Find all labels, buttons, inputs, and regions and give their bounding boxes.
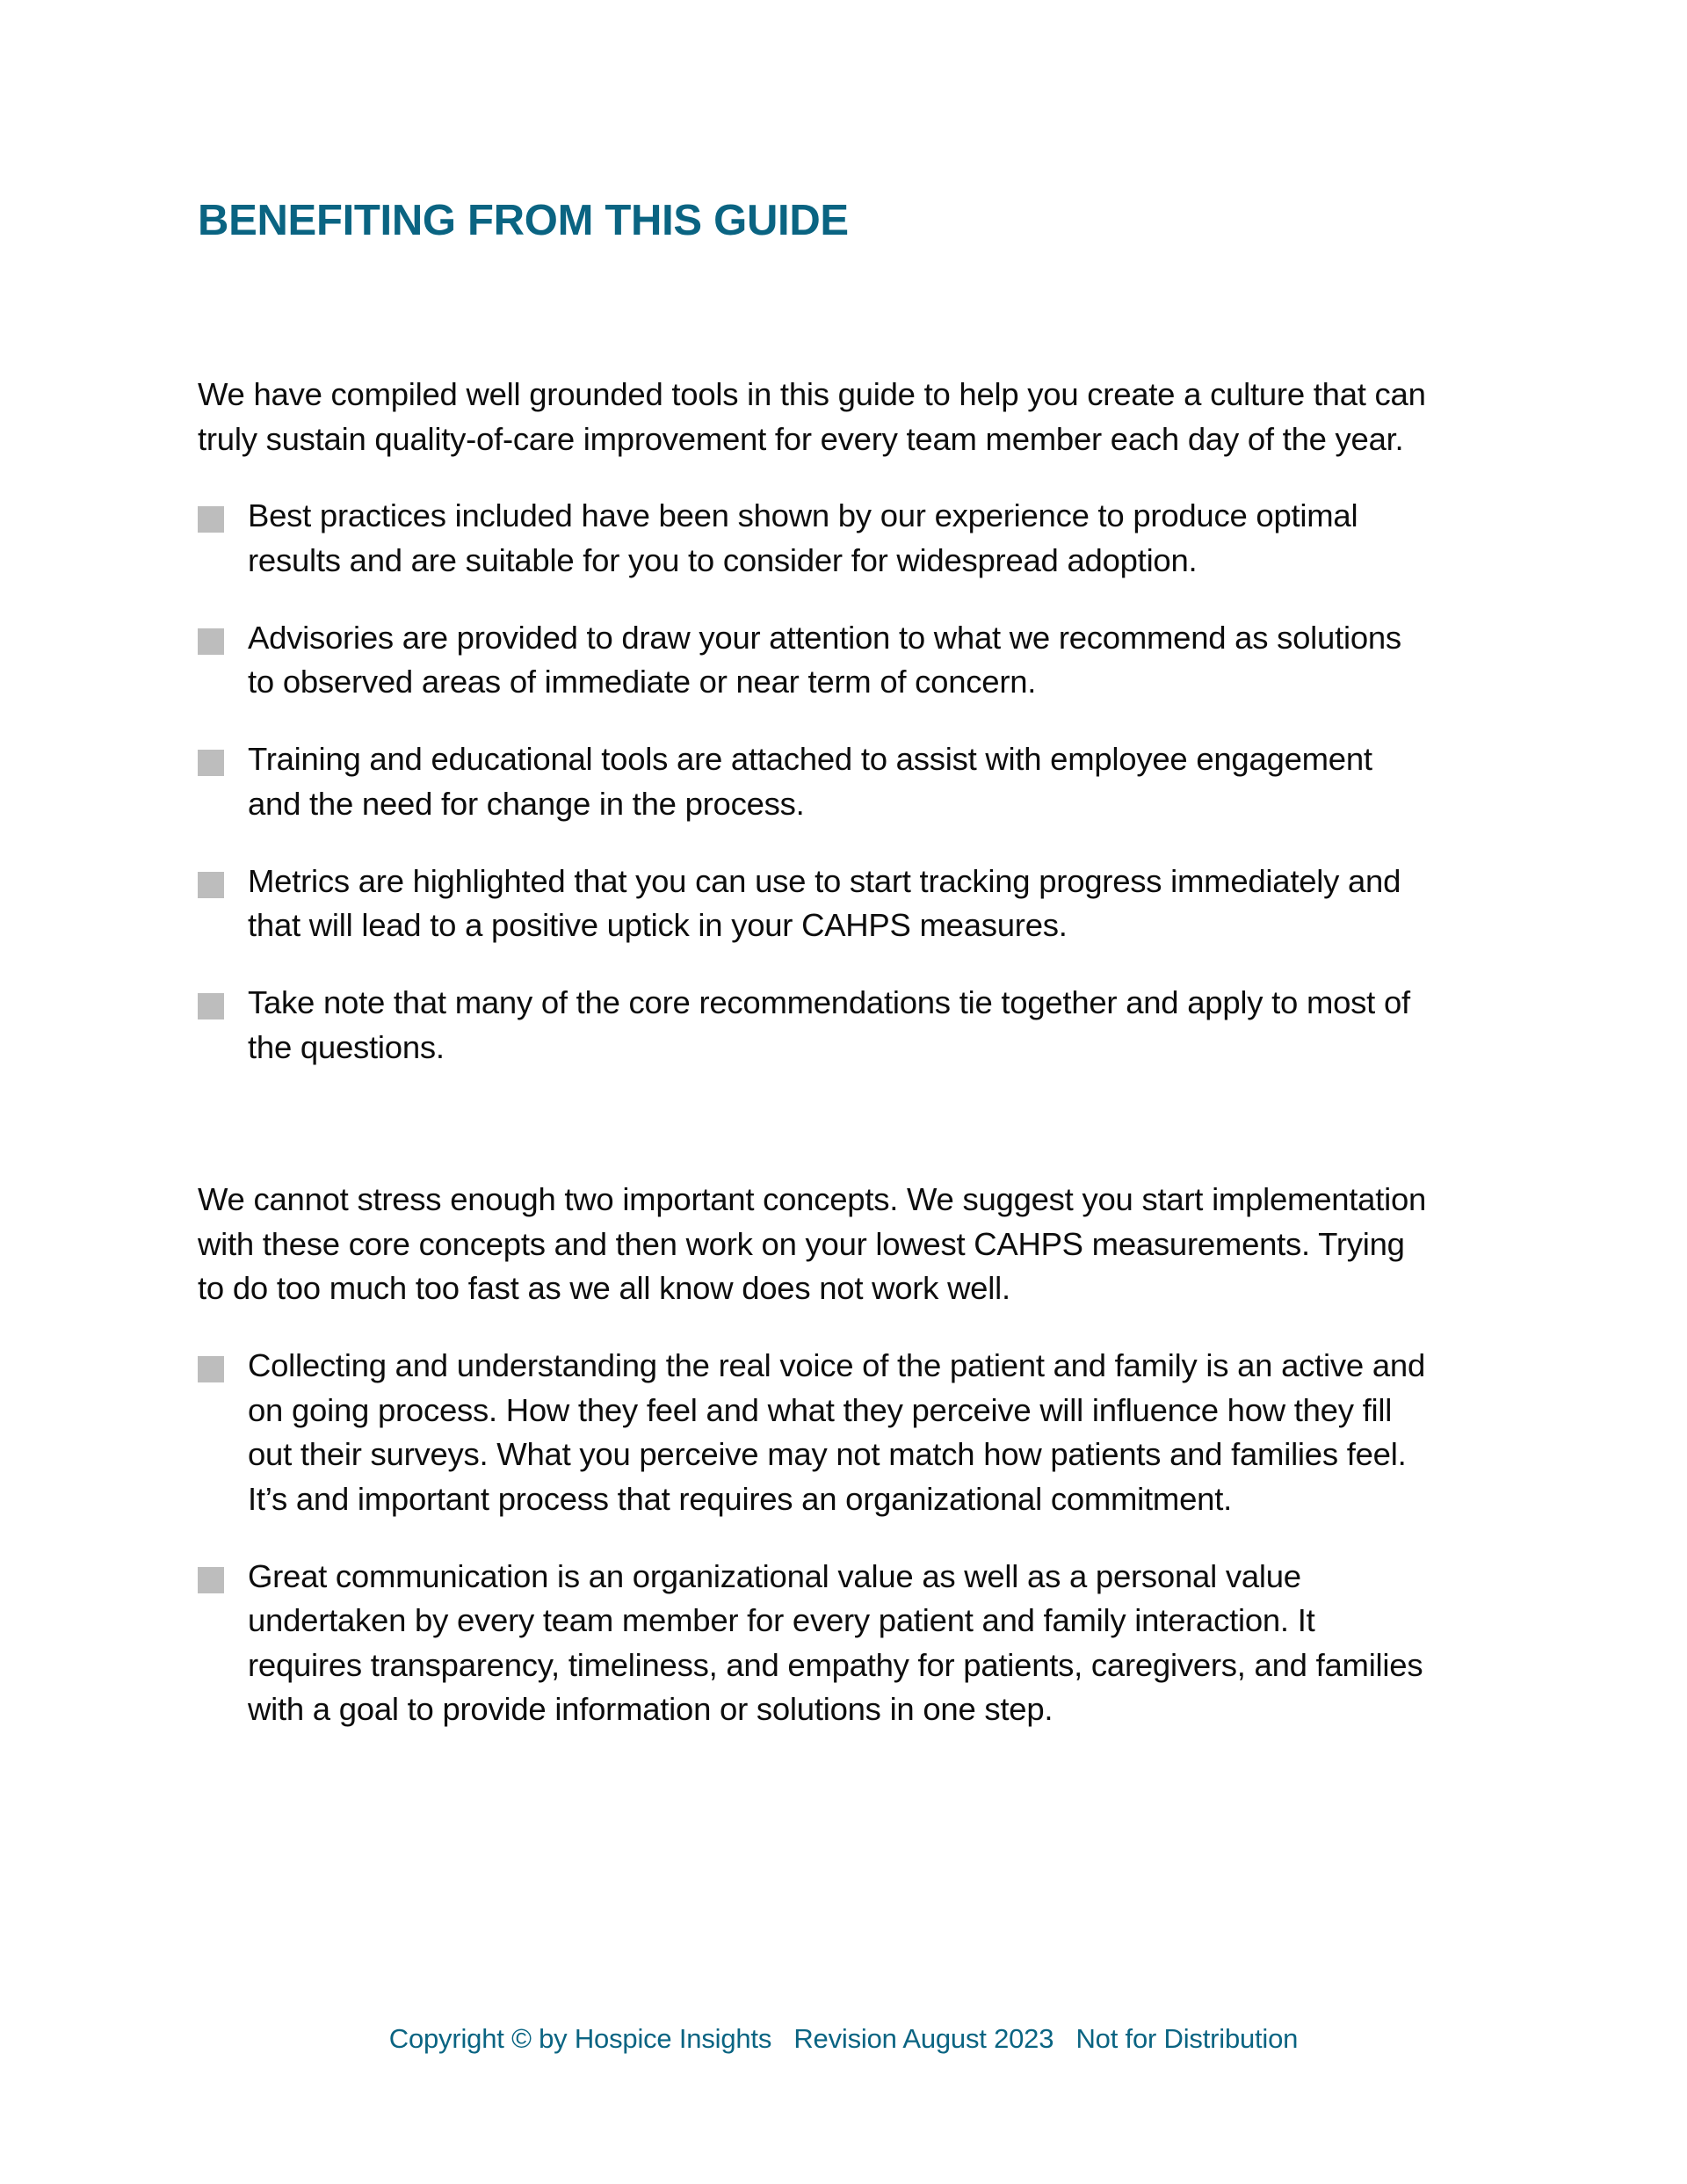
concepts-intro-line: to do too much too fast as we all know does not work well.	[198, 1270, 1010, 1306]
square-bullet-icon	[198, 1356, 224, 1382]
benefit-text-line: to observed areas of immediate or near term of concern.	[248, 664, 1037, 700]
footer-copyright: Copyright © by Hospice Insights	[388, 2023, 772, 2054]
square-bullet-icon	[198, 628, 224, 655]
concepts-intro-line: with these core concepts and then work on your lowest CAHPS measurements. Trying	[198, 1225, 1405, 1262]
footer-separator	[771, 2023, 793, 2054]
benefit-text-line: Take note that many of the core recommendations tie together and apply to most of	[248, 984, 1410, 1020]
concept-text-line: Collecting and understanding the real voice of the patient and family is an active and	[248, 1347, 1425, 1383]
benefit-text-line: the questions.	[248, 1028, 445, 1065]
square-bullet-icon	[198, 872, 224, 898]
intro-paragraph	[198, 373, 1516, 461]
benefit-text-line: results and are suitable for you to consider for widespread adoption.	[248, 541, 1198, 578]
benefit-text-line: Metrics are highlighted that you can use to start tracking progress immediately and	[248, 862, 1401, 899]
concept-text-line: It’s and important process that requires an organizational commitment.	[248, 1480, 1232, 1517]
footer-notice: Not for Distribution	[1075, 2023, 1299, 2054]
footer-separator	[1053, 2023, 1075, 2054]
concept-text-line: undertaken by every team member for every patient and family interaction. It	[248, 1602, 1315, 1638]
benefit-text-line: and the need for change in the process.	[248, 785, 805, 822]
page-title: BENEFITING FROM THIS GUIDE	[198, 197, 849, 244]
benefit-item-best-practices	[198, 494, 1516, 583]
concept-text-line: on going process. How they feel and what they perceive will influence how they fill	[248, 1391, 1393, 1428]
square-bullet-icon	[198, 750, 224, 776]
square-bullet-icon	[198, 1567, 224, 1593]
benefit-text-line: that will lead to a positive uptick in your CAHPS measures.	[248, 907, 1068, 943]
benefit-text-line: Training and educational tools are attached to assist with employee engagement	[248, 741, 1372, 777]
benefit-item-metrics	[198, 860, 1516, 948]
concepts-intro-line: We cannot stress enough two important concepts. We suggest you start implementation	[198, 1181, 1427, 1217]
page-footer	[0, 2023, 1687, 2055]
benefit-item-take-note	[198, 981, 1516, 1070]
benefit-item-advisories	[198, 616, 1516, 705]
concept-item-voice-of-patient	[198, 1344, 1516, 1521]
benefits-list	[198, 494, 1516, 1103]
benefit-text-line: Best practices included have been shown by our experience to produce optimal	[248, 497, 1358, 533]
intro-line: We have compiled well grounded tools in this guide to help you create a culture that can	[198, 376, 1426, 412]
square-bullet-icon	[198, 506, 224, 533]
concept-text-line: with a goal to provide information or solutions in one step.	[248, 1691, 1053, 1727]
concept-text-line: Great communication is an organizational value as well as a personal value	[248, 1557, 1301, 1594]
benefit-item-training	[198, 737, 1516, 826]
concepts-intro-paragraph	[198, 1178, 1516, 1311]
concepts-list	[198, 1344, 1516, 1765]
benefit-text-line: Advisories are provided to draw your attention to what we recommend as solutions	[248, 619, 1401, 656]
square-bullet-icon	[198, 993, 224, 1019]
footer-revision: Revision August 2023	[793, 2023, 1054, 2054]
concept-text-line: requires transparency, timeliness, and empathy for patients, caregivers, and families	[248, 1646, 1423, 1683]
concept-text-line: out their surveys. What you perceive may not match how patients and families feel.	[248, 1436, 1407, 1472]
intro-line: truly sustain quality-of-care improvement for every team member each day of the year.	[198, 420, 1404, 457]
concept-item-great-communication	[198, 1555, 1516, 1732]
